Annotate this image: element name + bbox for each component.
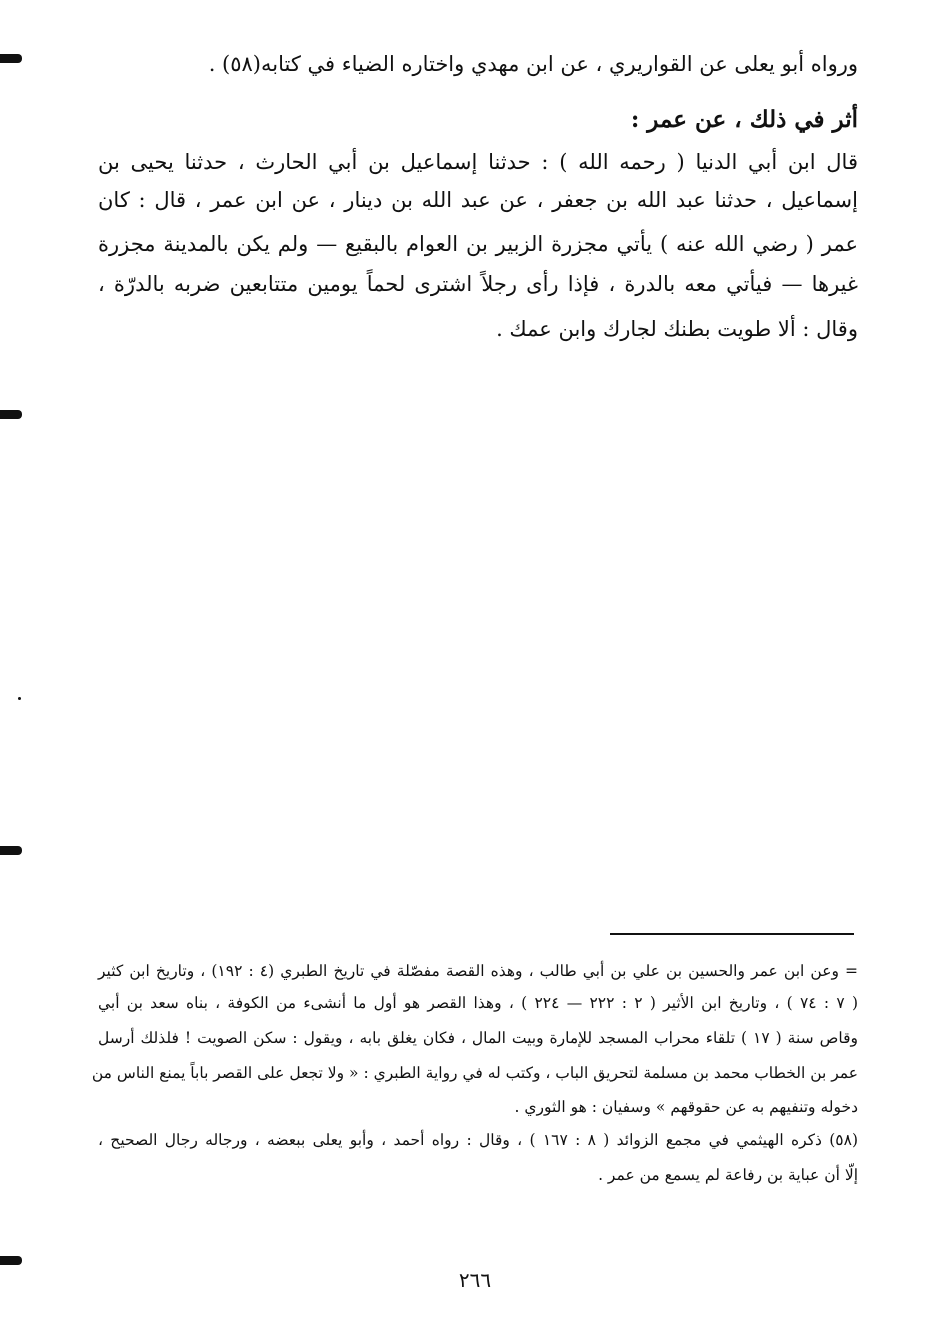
body-line-2: قال ابن أبي الدنيا ( رحمه الله ) : حدثنا إسماعيل بن أبي الحارث ، حدثنا يحيى بن bbox=[98, 150, 858, 174]
footnote-line: ( ٧ : ٧٤ ) ، وتاريخ ابن الأثير ( ٢ : ٢٢٢ — ٢٢٤ ) ، وهذا القصر هو أول ما أنشىء من الكوفة ، بناه سعد بن أبي bbox=[98, 994, 859, 1012]
scan-margin-mark bbox=[0, 410, 22, 419]
body-line-1: ورواه أبو يعلى عن القواريري ، عن ابن مهدي واختاره الضياء في كتابه(٥٨) . bbox=[208, 52, 858, 76]
section-heading: أثر في ذلك ، عن عمر : bbox=[630, 106, 858, 133]
footnote-line: عمر بن الخطاب محمد بن مسلمة لتحريق الباب ، وكتب له في رواية الطبري : « ولا تجعل على القصر باباً يمنع الناس من bbox=[91, 1064, 858, 1082]
body-line-6: وقال : ألا طويت بطنك لجارك وابن عمك . bbox=[496, 317, 858, 341]
footnote-line: وقاص سنة ( ١٧ ) تلقاء محراب المسجد للإمارة وبيت المال ، فكان يغلق بابه ، ويقول : سكن الصويت ! فلذلك أرسل bbox=[98, 1029, 858, 1047]
scan-margin-mark bbox=[0, 846, 22, 855]
page-number: ٢٦٦ bbox=[458, 1268, 492, 1292]
body-line-4: عمر ( رضي الله عنه ) يأتي مجزرة الزبير بن العوام بالبقيع — ولم يكن بالمدينة مجزرة bbox=[98, 232, 858, 256]
body-line-3: إسماعيل ، حدثنا عبد الله بن جعفر ، عن عبد الله بن دينار ، عن ابن عمر ، قال : كان bbox=[98, 188, 858, 212]
scan-speck bbox=[18, 697, 21, 700]
footnote-separator bbox=[610, 933, 854, 935]
footnote-line: دخوله وتنفيهم به عن حقوقهم » وسفيان : هو الثوري . bbox=[514, 1098, 858, 1116]
footnote-58-end: إلّا أن عباية بن رفاعة لم يسمع من عمر . bbox=[598, 1166, 858, 1184]
footnote-58: (٥٨) ذكره الهيثمي في مجمع الزوائد ( ٨ : ١٦٧ ) ، وقال : رواه أحمد ، وأبو يعلى ببعضه ، ورجاله رجال الصحيح ، bbox=[98, 1131, 858, 1149]
body-line-5: غيرها — فيأتي معه بالدرة ، فإذا رأى رجلاً اشترى لحماً يومين متتابعين ضربه بالدرّة ، bbox=[98, 272, 858, 296]
scan-margin-mark bbox=[0, 54, 22, 63]
scan-margin-mark bbox=[0, 1256, 22, 1265]
footnote-line: = وعن ابن عمر والحسين بن علي بن أبي طالب ، وهذه القصة مفصّلة في تاريخ الطبري (٤ : ١٩٢) ، وتاريخ ابن كثير bbox=[98, 962, 858, 980]
